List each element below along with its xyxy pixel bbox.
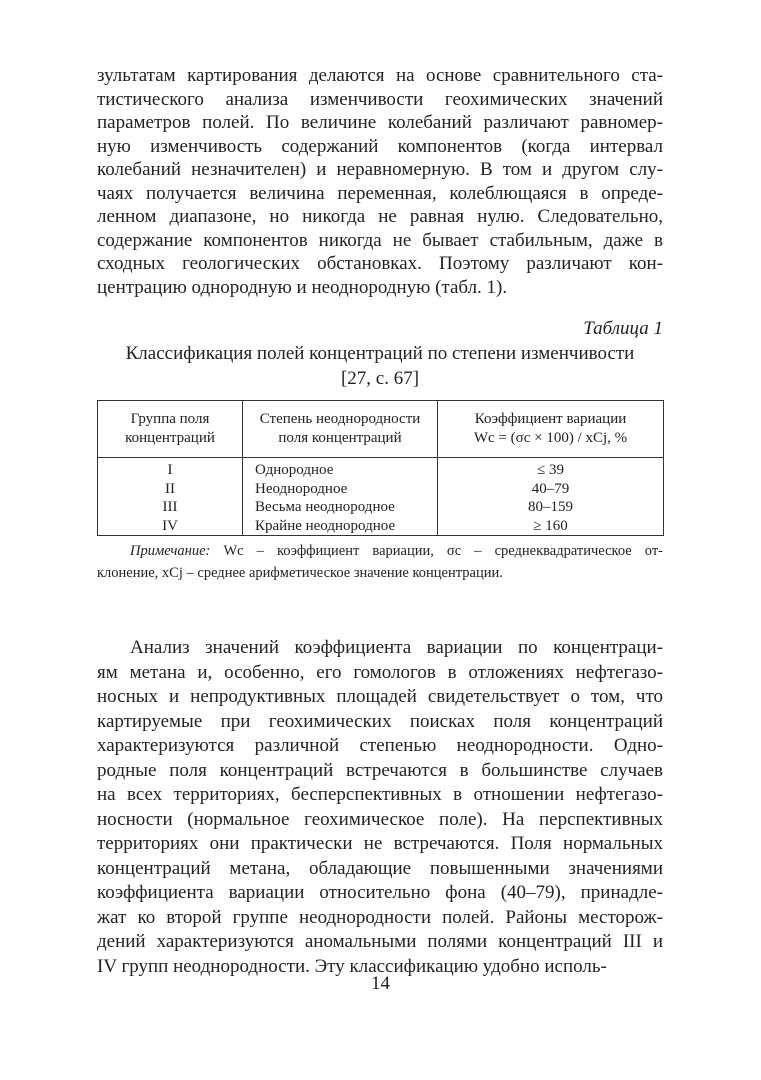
text-line: картируемые при геохимических поисках поля концентраций bbox=[97, 710, 663, 732]
table-cell: Неоднородное bbox=[243, 480, 438, 499]
text-line: IV групп неоднородности. Эту классификацию удобно исполь- bbox=[97, 955, 607, 977]
column-header bbox=[243, 401, 438, 458]
text-line: ную изменчивость содержаний компонентов (когда интервал bbox=[97, 135, 663, 157]
table-row bbox=[98, 480, 664, 499]
table-note-line1 bbox=[97, 540, 663, 562]
text-line: концентраций метана, обладающие повышенными значениями bbox=[97, 857, 663, 879]
text-line: сходных геологических обстановках. Поэтому различают кон- bbox=[97, 253, 663, 274]
text-line: территориях они практически не встречаются. Поля нормальных bbox=[97, 833, 663, 854]
text-line: чаях получается величина переменная, колеблющаяся в опреде- bbox=[97, 182, 663, 204]
header-line: Wc = (σc × 100) / xCj, % bbox=[473, 430, 628, 446]
text-line: параметров полей. По величине колебаний различают равномер- bbox=[97, 112, 663, 133]
text-line: на всех территориях, бесперспективных в отношении нефтегазо- bbox=[97, 784, 663, 805]
header-line: Степень неоднородности bbox=[259, 411, 421, 427]
text-line: жат ко второй группе неоднородности полей. Районы месторож- bbox=[97, 906, 663, 928]
text-line: Анализ значений коэффициента вариации по концентраци- bbox=[130, 637, 663, 658]
header-line: Коэффициент вариации bbox=[474, 411, 627, 427]
text-line: центрацию однородную и неоднородную (табл. 1). bbox=[97, 276, 508, 298]
table-row bbox=[98, 498, 664, 517]
table-row bbox=[98, 458, 664, 480]
classification-table bbox=[97, 400, 664, 536]
note-label: Примечание: bbox=[130, 543, 211, 559]
text-line: коэффициента вариации относительно фона (40–79), принадле- bbox=[97, 882, 663, 903]
text-line: зультатам картирования делаются на основе сравнительного ста- bbox=[97, 65, 663, 86]
text-line: дений характеризуются аномальными полями концентраций III и bbox=[97, 931, 663, 952]
page-number: 14 bbox=[371, 973, 390, 994]
table-cell: IV bbox=[98, 517, 243, 536]
table-header-row bbox=[98, 401, 664, 458]
column-header bbox=[98, 401, 243, 458]
text-line: колебаний незначителен) и неравномерную. В том и другом слу- bbox=[97, 159, 663, 180]
table-number: Таблица 1 bbox=[583, 318, 663, 339]
text-line: носности (нормальное геохимическое поле). На перспективных bbox=[97, 808, 663, 830]
table-row bbox=[98, 517, 664, 536]
note-text: Wc – коэффициент вариации, σc – среднеквадратическое от- bbox=[223, 543, 663, 559]
table-cell: Весьма неоднородное bbox=[243, 498, 438, 517]
column-header bbox=[438, 401, 664, 458]
text-line: ям метана и, особенно, его гомологов в отложениях нефтегазо- bbox=[97, 661, 663, 683]
table-cell: III bbox=[98, 498, 243, 517]
table-cell: 40–79 bbox=[438, 480, 664, 499]
table-cell: Однородное bbox=[243, 458, 438, 480]
header-line: поля концентраций bbox=[278, 430, 402, 446]
table-cell: ≥ 160 bbox=[438, 517, 664, 536]
text-line: носных и непродуктивных площадей свидетельствует о том, что bbox=[97, 686, 663, 707]
table-cell: ≤ 39 bbox=[438, 458, 664, 480]
text-line: содержание компонентов никогда не бывает стабильным, даже в bbox=[97, 229, 663, 251]
text-line: характеризуются различной степенью неоднородности. Одно- bbox=[97, 735, 663, 756]
table-source: [27, с. 67] bbox=[340, 368, 420, 389]
table-note-line2: клонение, xCj – среднее арифметическое значение концентрации. bbox=[97, 565, 503, 581]
table-cell: 80–159 bbox=[438, 498, 664, 517]
header-line: Группа поля bbox=[130, 411, 210, 427]
text-line: ленном диапазоне, но никогда не равная нулю. Следовательно, bbox=[97, 206, 663, 227]
text-line: родные поля концентраций встречаются в большинстве случаев bbox=[97, 759, 663, 781]
table-cell: II bbox=[98, 480, 243, 499]
header-line: концентраций bbox=[125, 430, 215, 446]
table-title: Классификация полей концентраций по степени изменчивости bbox=[125, 343, 635, 364]
table-cell: I bbox=[98, 458, 243, 480]
table-cell: Крайне неоднородное bbox=[243, 517, 438, 536]
text-line: тистического анализа изменчивости геохимических значений bbox=[97, 88, 663, 110]
